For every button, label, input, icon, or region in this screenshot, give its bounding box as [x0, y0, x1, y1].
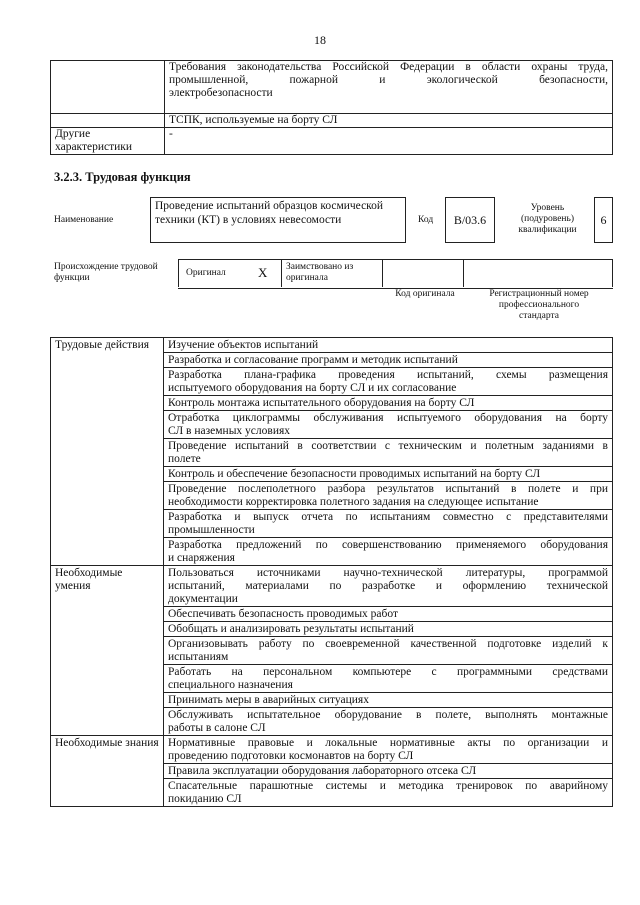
row-content — [165, 114, 613, 128]
text-line: Разработка плана-графика проведения испытаний, схемы размещения — [168, 369, 608, 381]
text-line: покиданию СЛ — [168, 793, 242, 805]
text-line: Контроль и обеспечение безопасности проводимых испытаний на борту СЛ — [168, 468, 541, 480]
text-line: и снаряжения — [168, 552, 235, 564]
code-label: Код — [418, 215, 434, 225]
list-item — [164, 693, 613, 708]
text-line: Обслуживать испытательное оборудование в полете, выполнять монтажные — [168, 709, 608, 721]
section-title: 3.2.3. Трудовая функция — [54, 170, 191, 184]
group-label: Трудовые действия — [51, 338, 164, 566]
list-item — [164, 538, 613, 566]
original-label: Оригинал — [186, 268, 226, 278]
text-line: Проведение послеполетного разбора результатов испытаний в полете и при — [168, 483, 608, 495]
list-item — [164, 708, 613, 736]
original-mark: X — [258, 265, 268, 280]
row-label — [51, 128, 165, 155]
divider — [463, 259, 464, 287]
text-line: Организовывать работу по своевременной качественной подготовке изделий к — [168, 638, 608, 650]
list-item — [164, 566, 613, 607]
list-item — [164, 368, 613, 396]
list-item — [164, 396, 613, 411]
list-item — [164, 637, 613, 665]
group-label: Необходимые умения — [51, 566, 164, 736]
text-line: документации — [168, 593, 238, 605]
list-item — [164, 353, 613, 368]
text-line: работы в салоне СЛ — [168, 722, 266, 734]
text-line: проведению подготовки космонавтов на борту СЛ — [168, 750, 414, 762]
text-line: специального назначения — [168, 679, 293, 691]
origin-label: Происхождение трудовой функции — [54, 262, 158, 283]
list-item — [164, 622, 613, 637]
text-line: Правила эксплуатации оборудования лабораторного отсека СЛ — [168, 765, 477, 777]
qualification-level: 6 — [594, 197, 613, 243]
text-line: испытаний, материалами по разработке и оформлению технической — [168, 580, 608, 592]
divider — [178, 259, 179, 287]
code-original-caption: Код оригинала — [395, 289, 455, 299]
function-table — [50, 337, 613, 807]
borrowed-label: Заимствовано из оригинала — [286, 262, 354, 283]
function-name: Проведение испытаний образцов космической техники (КТ) в условиях невесомости — [150, 197, 406, 243]
list-item — [164, 665, 613, 693]
text-line: Обеспечивать безопасность проводимых работ — [168, 608, 398, 620]
text-line: Спасательные парашютные системы и методика тренировок по аварийному — [168, 780, 608, 792]
list-item — [164, 411, 613, 439]
text-line: Пользоваться источниками научно-технической литературы, программой — [168, 567, 608, 579]
divider — [281, 259, 282, 287]
text-line: испытаниям — [168, 651, 229, 663]
text-line: полете — [168, 453, 201, 465]
list-item — [164, 607, 613, 622]
text-line: ТСПК, используемые на борту СЛ — [169, 114, 338, 126]
level-label: Уровень (подуровень) квалификации — [518, 203, 577, 235]
text-line: Отработка циклограммы обслуживания испытуемого оборудования на борту — [168, 412, 608, 424]
list-item — [164, 510, 613, 538]
text-line: Разработка и выпуск отчета по испытаниям совместно с представителями — [168, 511, 608, 523]
text-line: Требования законодательства Российской Федерации в области охраны труда, — [169, 61, 608, 73]
divider — [612, 259, 613, 287]
list-item — [164, 764, 613, 779]
list-item — [164, 482, 613, 510]
name-label: Наименование — [54, 215, 114, 225]
list-item — [164, 467, 613, 482]
text-line: Разработка предложений по совершенствованию применяемого оборудования — [168, 539, 608, 551]
function-code: В/03.6 — [445, 197, 495, 243]
text-line: Разработка и согласование программ и методик испытаний — [168, 354, 458, 366]
text-line: СЛ в наземных условиях — [168, 425, 291, 437]
text-line: Работать на персональном компьютере с программными средствами — [168, 666, 608, 678]
row-content — [165, 128, 613, 155]
text-line: испытуемого оборудования на борту СЛ и их согласование — [168, 382, 457, 394]
other-characteristics-label: Другие характеристики — [55, 128, 133, 153]
table-row — [51, 338, 613, 353]
list-item — [164, 779, 613, 807]
text-line: промышленности — [168, 524, 255, 536]
text-line: Проведение испытаний в соответствии с техническим и полетным заданиями в — [168, 440, 608, 452]
table-row — [51, 128, 613, 155]
text-line: Обобщать и анализировать результаты испытаний — [168, 623, 414, 635]
text-line: электробезопасности — [169, 87, 273, 99]
reg-number-caption: Регистрационный номер профессионального стандарта — [489, 289, 589, 321]
text-line: Нормативные правовые и локальные нормативные акты по организации и — [168, 737, 608, 749]
list-item — [164, 736, 613, 764]
list-item — [164, 338, 613, 353]
table-row — [51, 566, 613, 607]
text-line: Принимать меры в аварийных ситуациях — [168, 694, 369, 706]
divider — [382, 259, 383, 287]
page-number: 18 — [314, 33, 326, 47]
table-row — [51, 736, 613, 764]
text-line: Изучение объектов испытаний — [168, 339, 319, 351]
top-table — [50, 60, 613, 155]
group-label: Необходимые знания — [51, 736, 164, 807]
table-row — [51, 61, 613, 114]
table-row — [51, 114, 613, 128]
list-item — [164, 439, 613, 467]
row-label — [51, 114, 165, 128]
row-content — [165, 61, 613, 114]
origin-frame — [178, 259, 613, 289]
text-line: промышленной, пожарной и экологической безопасности, — [169, 74, 608, 86]
text-line: Контроль монтажа испытательного оборудования на борту СЛ — [168, 397, 475, 409]
row-label — [51, 61, 165, 114]
text-line: необходимости корректировка полетного задания на следующее испытание — [168, 496, 539, 508]
text-line: - — [169, 128, 173, 140]
